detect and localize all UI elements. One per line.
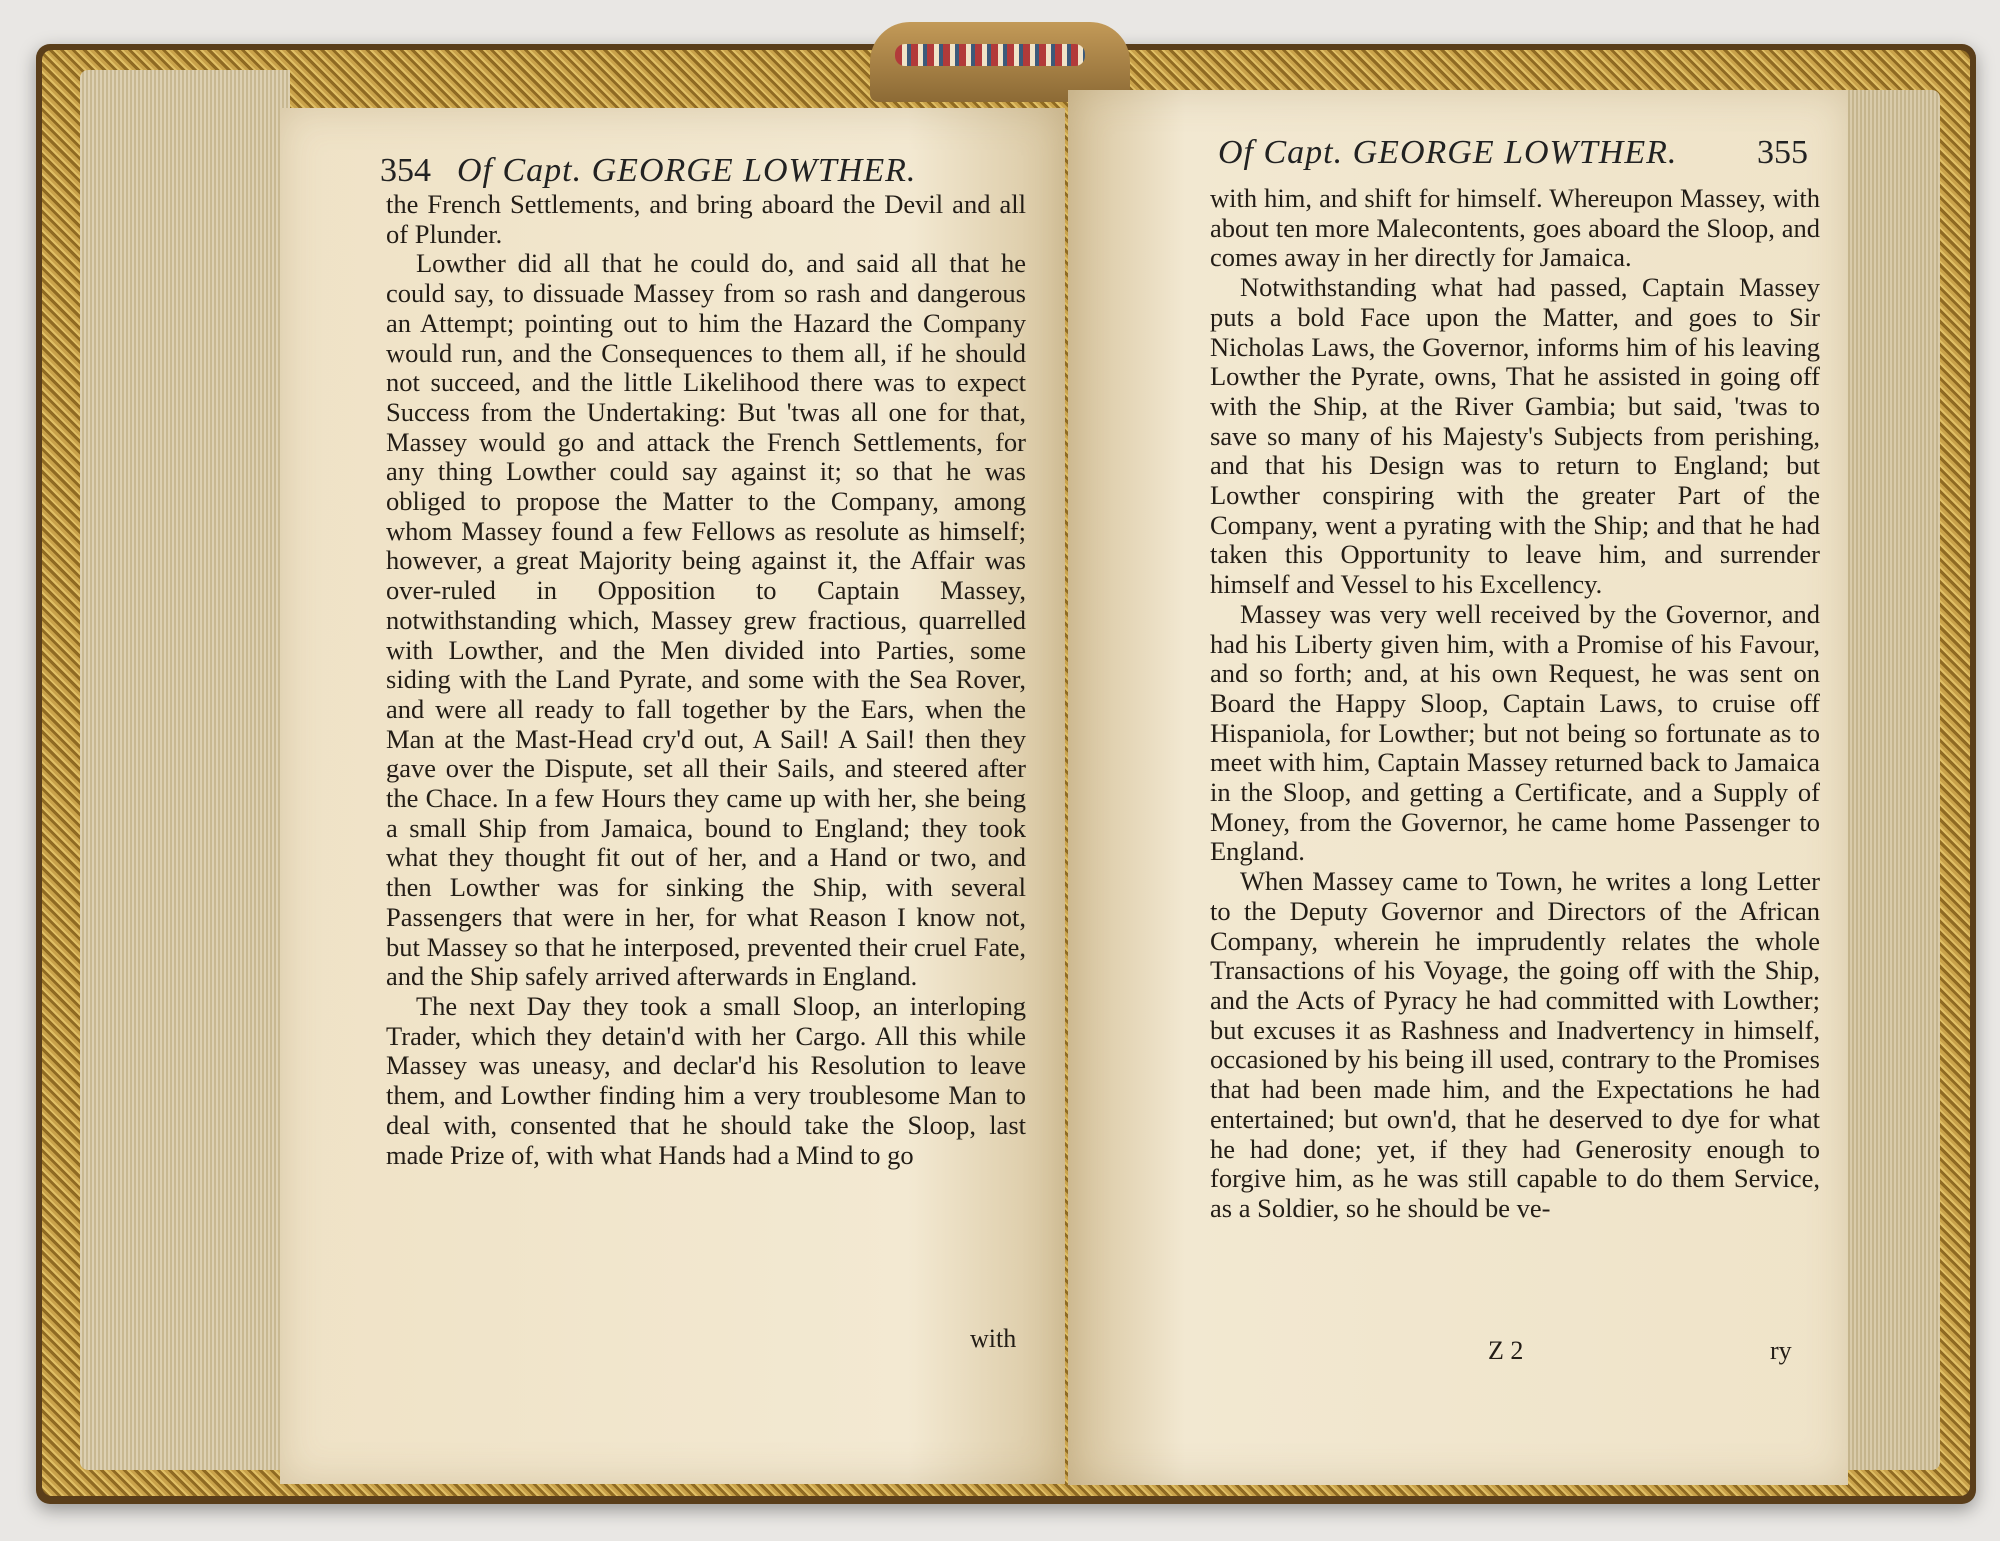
left-catchword: with — [970, 1324, 1017, 1353]
right-running-head: Of Capt. GEORGE LOWTHER. — [1218, 134, 1678, 171]
right-page — [1068, 90, 1848, 1485]
headband — [895, 44, 1085, 66]
paragraph: The next Day they took a small Sloop, an interloping Trader, which they detain'd with her Cargo. All this while Massey was uneasy, and declar'd his Resolution to leave them, and Lowther finding him a very troublesome Man to deal with, consented that he should take the Sloop, last made Prize of, with what Hands had a Mind to go — [386, 990, 1026, 1170]
right-page-body — [1210, 184, 1820, 1224]
paragraph: Lowther did all that he could do, and said all that he could say, to dissuade Massey from so rash and dangerous an Attempt; pointing out to him the Hazard the Company would run, and the Consequences to them all, if he should not succeed, and the little Likelihood there was to expect Success from the Undertaking: But 'twas all one for that, Massey would go and attack the French Settlements, for any thing Lowther could say against it; so that he was obliged to propose the Matter to the Company, among whom Massey found a few Fellows as resolute as himself; however, a great Majority being against it, the Affair was over-ruled in Opposition to Captain Massey, notwithstanding which, Massey grew fractious, quarrelled with Lowther, and the Men divided into Parties, some siding with the Land Pyrate, and some with the Sea Rover, and were all ready to fall together by the Ears, when the Man at the Mast-Head cry'd out, A Sail! A Sail! then they gave over the Dispute, set all their Sails, and steered after the Chace. In a few Hours they came up with her, she being a small Ship from Jamaica, bound to England; they took what they thought fit out of her, and a Hand or two, and then Lowther was for sinking the Ship, with several Passengers that were in her, for what Reason I know not, but Massey so that he interposed, prevented their cruel Fate, and the Ship safely arrived afterwards in England. — [386, 248, 1026, 992]
paragraph: When Massey came to Town, he writes a long Letter to the Deputy Governor and Directors of the African Company, wherein he imprudently relates the whole Transactions of his Voyage, the going off with the Ship, and the Acts of Pyracy he had committed with Lowther; but excuses it as Rashness and Inadvertency in himself, occasioned by his being ill used, contrary to the Promises that had been made him, and the Expectations he had entertained; but own'd, that he deserved to dye for what he had done; yet, if they had Generosity enough to forgive him, as he was still capable to do them Service, as a Soldier, so he should be ve- — [1210, 866, 1820, 1223]
paragraph: Massey was very well received by the Governor, and had his Liberty given him, with a Promise of his Favour, and so forth; and, at his own Request, he was sent on Board the Happy Sloop, Captain Laws, to cruise off Hispaniola, for Lowther; but not being so fortunate as to meet with him, Captain Massey returned back to Jamaica in the Sloop, and getting a Certificate, and a Supply of Money, from the Governor, he came home Passenger to England. — [1210, 598, 1820, 867]
paragraph: the French Settlements, and bring aboard the Devil and all of Plunder. — [386, 189, 1026, 249]
right-page-header — [1218, 134, 1808, 172]
paragraph: Notwithstanding what had passed, Captain Massey puts a bold Face upon the Matter, and goes to Sir Nicholas Laws, the Governor, informs him of his leaving Lowther the Pyrate, owns, That he assisted in going off with the Ship, at the River Gambia; but said, 'twas to save so many of his Majesty's Subjects from perishing, and that his Design was to return to England; but Lowther conspiring with the greater Part of the Company, went a pyrating with the Ship; and that he had taken this Opportunity to leave him, and surrender himself and Vessel to his Excellency. — [1210, 272, 1820, 600]
left-running-head: Of Capt. GEORGE LOWTHER. — [457, 152, 917, 189]
left-page-header — [380, 152, 1020, 190]
page-edges-left — [80, 70, 290, 1470]
left-page-number: 354 — [380, 152, 431, 189]
right-page-number: 355 — [1757, 134, 1808, 171]
signature-mark: Z 2 — [1488, 1336, 1524, 1365]
paragraph: with him, and shift for himself. Whereupon Massey, with about ten more Malecontents, goes aboard the Sloop, and comes away in her directly for Jamaica. — [1210, 183, 1820, 273]
left-page — [280, 108, 1065, 1484]
right-catchword: ry — [1770, 1336, 1792, 1365]
left-page-body — [386, 190, 1026, 1170]
